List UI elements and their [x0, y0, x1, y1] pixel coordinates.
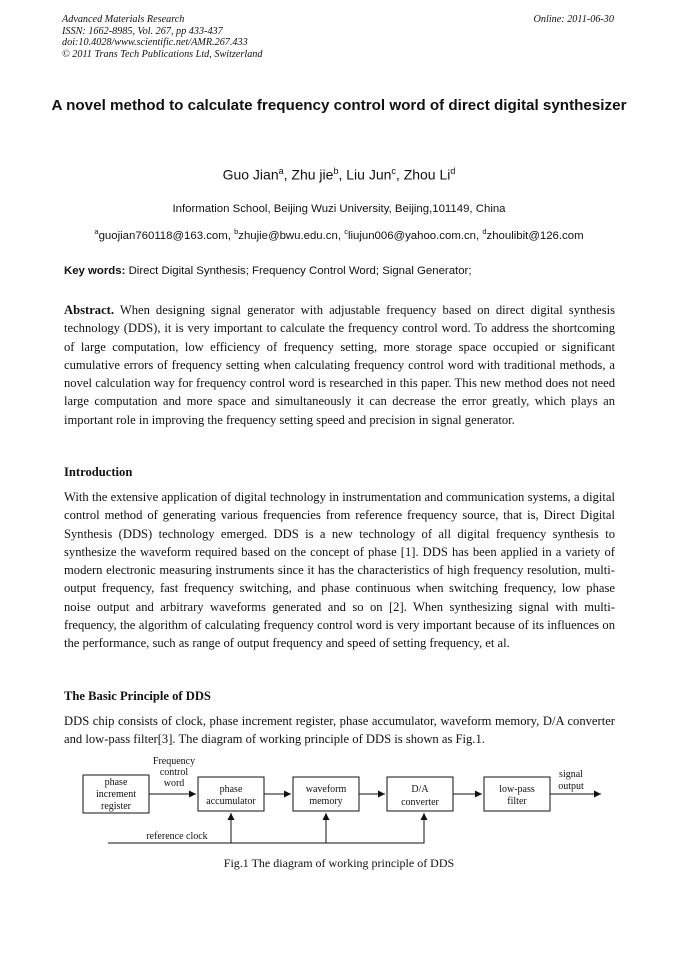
- email-address[interactable]: zhoulibit@126.com: [486, 229, 584, 242]
- abstract: [64, 301, 615, 429]
- author-name: Zhu jie: [291, 166, 334, 183]
- reference-clock-label: reference clock: [146, 831, 208, 842]
- label-low-pass-filter: filter: [507, 796, 527, 807]
- dds-block-diagram: [64, 752, 624, 856]
- author-name: Guo Jian: [222, 166, 279, 183]
- email-address[interactable]: guojian760118@163.com: [98, 229, 228, 242]
- keywords-text: Direct Digital Synthesis; Frequency Control Word; Signal Generator;: [128, 265, 472, 277]
- signal-output-label: output: [558, 781, 584, 792]
- email-list: $^a$guojian760118@163.com, $^b$zhujie@bwu.edu.cn, $^c$liujun006@yahoo.com.cn, $^d$zhoulibit@126.com: [94, 227, 584, 242]
- keywords-label: Key words:: [64, 265, 126, 277]
- email-address[interactable]: liujun006@yahoo.com.cn: [347, 229, 477, 242]
- affiliation: Information School, Beijing Wuzi University, Beijing,101149, China: [172, 203, 506, 215]
- label-phase-accumulator: phase: [219, 784, 243, 795]
- email-sup: d: [482, 227, 487, 236]
- paper-title: A novel method to calculate frequency control word of direct digital synthesizer: [51, 97, 627, 114]
- basic-principle-heading: The Basic Principle of DDS: [64, 689, 211, 703]
- keywords: [64, 265, 616, 277]
- author-sup: a: [278, 166, 284, 176]
- label-phase-increment-register: increment: [96, 789, 136, 800]
- author-list: Guo Jian$^a$, Zhu jie$^b$, Liu Jun$^c$, Zhou Li$^d$: [222, 166, 456, 183]
- author-sup: b: [333, 166, 339, 176]
- fcw-label: Frequency: [152, 756, 196, 767]
- email-sup: b: [234, 227, 239, 236]
- introduction-heading: Introduction: [64, 465, 133, 479]
- label-da-converter: D/A: [411, 784, 429, 795]
- author-name: Zhou Li: [403, 166, 451, 183]
- online-date: Online: 2011-06-30: [533, 14, 614, 25]
- label-phase-accumulator: accumulator: [206, 796, 256, 807]
- signal-output-label: signal: [559, 769, 583, 780]
- label-waveform-memory: memory: [309, 796, 343, 807]
- journal-header: [62, 14, 262, 60]
- author-name: Liu Jun: [346, 166, 392, 183]
- author-sup: c: [391, 166, 396, 176]
- journal-copyright: © 2011 Trans Tech Publications Ltd, Switzerland: [62, 48, 263, 60]
- journal-name: Advanced Materials Research: [62, 14, 185, 25]
- fcw-label: control: [159, 767, 189, 778]
- email-sup: a: [94, 227, 99, 236]
- journal-issn: ISSN: 1662-8985, Vol. 267, pp 433-437: [62, 25, 223, 37]
- email-address[interactable]: zhujie@bwu.edu.cn: [238, 229, 338, 242]
- journal-doi: doi:10.4028/www.scientific.net/AMR.267.433: [62, 37, 248, 49]
- label-waveform-memory: waveform: [305, 784, 347, 795]
- abstract-label: Abstract.: [64, 303, 115, 317]
- label-phase-increment-register: register: [101, 801, 131, 812]
- email-sup: c: [344, 227, 348, 236]
- label-phase-increment-register: phase: [104, 777, 128, 788]
- label-da-converter: converter: [401, 797, 439, 808]
- basic-principle-text: DDS chip consists of clock, phase increment register, phase accumulator, waveform memory, D/A converter and low-pass filter[3]. The diagram of working principle of DDS is shown as Fig.1.: [64, 714, 615, 747]
- fcw-label: word: [163, 778, 185, 789]
- introduction-text: With the extensive application of digital technology in instrumentation and communication systems, a digital control method of generating various frequencies from reference frequency source, that is, Direct Digital Synthesis (DDS) technology emerged. DDS is a new technology of all digital frequency synthesis to synthesize the waveform required based on the concept of phase [1]. DDS has been applied in a variety of modern electronic measuring instruments since it has the characteristics of high frequency resolution, multi-output frequency, fast frequency switching, and phase continuous when switching frequency, low phase noise output and arbitrary waveforms generated and so on [2]. When synthesizing signal with multi-frequency, the algorithm of calculating frequency control word is very important because of its influences on the performance, such as range of output frequency and speed of setting frequency, et al.: [64, 490, 615, 651]
- figure-caption: Fig.1 The diagram of working principle of DDS: [223, 856, 455, 870]
- author-sup: d: [450, 166, 456, 176]
- label-low-pass-filter: low-pass: [499, 784, 535, 795]
- abstract-text: When designing signal generator with adjustable frequency based on direct digital synthesis technology (DDS), it is very important to calculate the frequency control word. To address the shortcoming of large computation, low efficiency of frequency setting, more storage space occupied or significant cumulative errors of frequency setting when calculating frequency control word with traditional methods, a novel calculation way for frequency control word is researched in this paper. This new method does not need large computation and more space and simultaneously it can decrease the error greatly, which plays an important role in improving the frequency setting speed and precision in signal generator.: [64, 303, 615, 427]
